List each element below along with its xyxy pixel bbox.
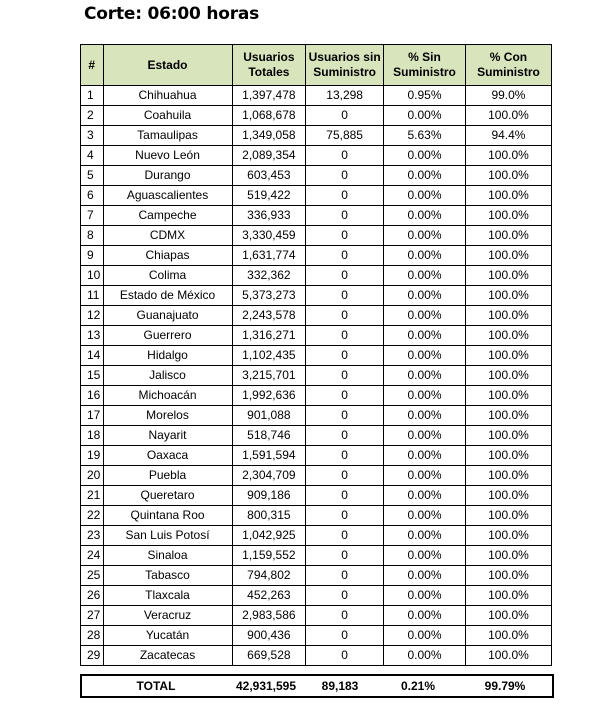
usuarios-totales-cell: 1,316,271 [232,326,306,346]
pct-sin-cell: 0.00% [384,506,466,526]
table-row [81,546,552,566]
usuarios-sin-cell: 0 [306,146,384,166]
usuarios-totales-cell: 2,983,586 [232,606,306,626]
pct-con-cell: 100.0% [465,186,551,206]
estado-cell: Puebla [103,466,232,486]
estado-cell: Sinaloa [103,546,232,566]
row-number: 15 [81,366,104,386]
usuarios-sin-cell: 0 [306,386,384,406]
usuarios-sin-cell: 0 [306,546,384,566]
usuarios-totales-cell: 1,102,435 [232,346,306,366]
estado-cell: Veracruz [103,606,232,626]
row-number: 13 [81,326,104,346]
row-number: 23 [81,526,104,546]
usuarios-totales-cell: 2,304,709 [232,466,306,486]
usuarios-sin-cell: 0 [306,246,384,266]
row-number: 5 [81,166,104,186]
table-row [81,86,552,106]
row-number: 21 [81,486,104,506]
pct-sin-cell: 0.00% [384,386,466,406]
usuarios-sin-cell: 0 [306,486,384,506]
usuarios-totales-cell: 2,089,354 [232,146,306,166]
pct-con-cell: 100.0% [465,406,551,426]
table-row [81,606,552,626]
table-row [81,326,552,346]
pct-con-cell: 100.0% [465,366,551,386]
usuarios-sin-cell: 0 [306,226,384,246]
usuarios-totales-cell: 2,243,578 [232,306,306,326]
row-number: 25 [81,566,104,586]
usuarios-sin-cell: 0 [306,406,384,426]
table-row [81,126,552,146]
row-number: 17 [81,406,104,426]
row-number: 27 [81,606,104,626]
usuarios-sin-cell: 0 [306,206,384,226]
usuarios-totales-cell: 5,373,273 [232,286,306,306]
usuarios-totales-cell: 1,349,058 [232,126,306,146]
row-number: 28 [81,626,104,646]
usuarios-totales-cell: 1,068,678 [232,106,306,126]
usuarios-totales-cell: 900,436 [232,626,306,646]
estado-cell: Oaxaca [103,446,232,466]
usuarios-sin-cell: 0 [306,466,384,486]
pct-sin-cell: 0.00% [384,406,466,426]
usuarios-sin-cell: 0 [306,106,384,126]
row-number: 22 [81,506,104,526]
pct-con-cell: 100.0% [465,346,551,366]
row-number: 19 [81,446,104,466]
estado-cell: Jalisco [103,366,232,386]
usuarios-totales-cell: 1,992,636 [232,386,306,406]
pct-con-cell: 100.0% [465,506,551,526]
row-number: 12 [81,306,104,326]
table-row [81,266,552,286]
header-usuarios-totales: Usuarios Totales [232,45,306,86]
pct-sin-cell: 0.00% [384,346,466,366]
pct-sin-cell: 0.00% [384,586,466,606]
usuarios-sin-cell: 0 [306,526,384,546]
pct-con-cell: 100.0% [465,286,551,306]
row-number: 26 [81,586,104,606]
table-row [81,226,552,246]
table-row [81,146,552,166]
pct-sin-cell: 0.00% [384,206,466,226]
pct-con-cell: 100.0% [465,146,551,166]
usuarios-totales-cell: 800,315 [232,506,306,526]
pct-con-cell: 100.0% [465,526,551,546]
estado-cell: Yucatán [103,626,232,646]
table-row [81,166,552,186]
row-number: 11 [81,286,104,306]
pct-con-cell: 100.0% [465,626,551,646]
pct-sin-cell: 5.63% [384,126,466,146]
usuarios-sin-cell: 0 [306,626,384,646]
pct-sin-cell: 0.00% [384,486,466,506]
header-pct-sin-suministro: % Sin Suministro [384,45,466,86]
total-usuarios-totales: 42,931,595 [235,679,297,693]
estado-cell: Colima [103,266,232,286]
table-row [81,566,552,586]
usuarios-sin-cell: 0 [306,646,384,666]
row-number: 8 [81,226,104,246]
estado-cell: Nuevo León [103,146,232,166]
table-row [81,646,552,666]
supply-table [80,44,552,666]
pct-sin-cell: 0.00% [384,446,466,466]
estado-cell: Coahuila [103,106,232,126]
pct-con-cell: 100.0% [465,166,551,186]
row-number: 10 [81,266,104,286]
table-row [81,586,552,606]
pct-con-cell: 100.0% [465,386,551,406]
usuarios-totales-cell: 519,422 [232,186,306,206]
usuarios-totales-cell: 336,933 [232,206,306,226]
pct-sin-cell: 0.00% [384,286,466,306]
estado-cell: Quintana Roo [103,506,232,526]
header-row [81,45,552,86]
pct-con-cell: 100.0% [465,326,551,346]
total-table [82,676,552,696]
estado-cell: Guanajuato [103,306,232,326]
table-row [81,106,552,126]
table-row [81,506,552,526]
usuarios-sin-cell: 0 [306,586,384,606]
estado-cell: CDMX [103,226,232,246]
table-row [81,366,552,386]
table-row [81,246,552,266]
pct-con-cell: 100.0% [465,466,551,486]
pct-con-cell: 100.0% [465,606,551,626]
table-row [81,346,552,366]
estado-cell: Tabasco [103,566,232,586]
table-row [81,446,552,466]
estado-cell: Zacatecas [103,646,232,666]
usuarios-totales-cell: 1,591,594 [232,446,306,466]
pct-con-cell: 100.0% [465,646,551,666]
pct-sin-cell: 0.00% [384,546,466,566]
pct-con-cell: 100.0% [465,246,551,266]
table-row [81,426,552,446]
total-pct-sin: 0.21% [400,679,436,693]
row-number: 3 [81,126,104,146]
header-usuarios-sin-suministro: Usuarios sin Suministro [306,45,384,86]
row-number: 4 [81,146,104,166]
pct-sin-cell: 0.95% [384,86,466,106]
estado-cell: San Luis Potosí [103,526,232,546]
usuarios-sin-cell: 0 [306,426,384,446]
pct-sin-cell: 0.00% [384,166,466,186]
pct-con-cell: 100.0% [465,306,551,326]
table-row [81,626,552,646]
estado-cell: Durango [103,166,232,186]
pct-sin-cell: 0.00% [384,106,466,126]
row-number: 29 [81,646,104,666]
usuarios-sin-cell: 0 [306,266,384,286]
pct-con-cell: 99.0% [465,86,551,106]
row-number: 16 [81,386,104,406]
usuarios-totales-cell: 1,042,925 [232,526,306,546]
usuarios-totales-cell: 909,186 [232,486,306,506]
pct-con-cell: 100.0% [465,206,551,226]
usuarios-sin-cell: 0 [306,606,384,626]
total-pct-con: 99.79% [484,679,526,693]
estado-cell: Chiapas [103,246,232,266]
pct-sin-cell: 0.00% [384,626,466,646]
usuarios-sin-cell: 0 [306,566,384,586]
header-number: # [81,45,104,86]
usuarios-totales-cell: 332,362 [232,266,306,286]
estado-cell: Michoacán [103,386,232,406]
usuarios-sin-cell: 75,885 [306,126,384,146]
pct-sin-cell: 0.00% [384,306,466,326]
pct-sin-cell: 0.00% [384,526,466,546]
row-number: 9 [81,246,104,266]
pct-sin-cell: 0.00% [384,466,466,486]
usuarios-totales-cell: 452,263 [232,586,306,606]
header-pct-con-suministro: % Con Suministro [465,45,551,86]
estado-cell: Campeche [103,206,232,226]
total-sin-suministro: 89,183 [321,679,359,693]
row-number: 14 [81,346,104,366]
table-row [81,286,552,306]
pct-sin-cell: 0.00% [384,566,466,586]
pct-sin-cell: 0.00% [384,646,466,666]
estado-cell: Nayarit [103,426,232,446]
estado-cell: Tlaxcala [103,586,232,606]
table-row [81,386,552,406]
pct-con-cell: 100.0% [465,106,551,126]
row-number: 20 [81,466,104,486]
usuarios-totales-cell: 794,802 [232,566,306,586]
row-number: 24 [81,546,104,566]
total-row [82,676,552,696]
pct-con-cell: 100.0% [465,446,551,466]
usuarios-sin-cell: 0 [306,366,384,386]
pct-con-cell: 100.0% [465,586,551,606]
pct-con-cell: 100.0% [465,266,551,286]
header-estado: Estado [103,45,232,86]
table-row [81,306,552,326]
estado-cell: Tamaulipas [103,126,232,146]
estado-cell: Estado de México [103,286,232,306]
row-number: 1 [81,86,104,106]
usuarios-sin-cell: 0 [306,326,384,346]
usuarios-totales-cell: 1,159,552 [232,546,306,566]
total-label: TOTAL [136,679,176,693]
row-number: 18 [81,426,104,446]
usuarios-sin-cell: 0 [306,506,384,526]
pct-con-cell: 100.0% [465,226,551,246]
pct-con-cell: 94.4% [465,126,551,146]
usuarios-sin-cell: 0 [306,306,384,326]
usuarios-totales-cell: 3,215,701 [232,366,306,386]
table-row [81,406,552,426]
usuarios-sin-cell: 0 [306,166,384,186]
estado-cell: Queretaro [103,486,232,506]
usuarios-sin-cell: 0 [306,346,384,366]
row-number: 7 [81,206,104,226]
usuarios-totales-cell: 1,631,774 [232,246,306,266]
pct-sin-cell: 0.00% [384,326,466,346]
pct-sin-cell: 0.00% [384,186,466,206]
usuarios-sin-cell: 0 [306,286,384,306]
pct-con-cell: 100.0% [465,566,551,586]
usuarios-totales-cell: 1,397,478 [232,86,306,106]
pct-sin-cell: 0.00% [384,226,466,246]
pct-sin-cell: 0.00% [384,426,466,446]
usuarios-sin-cell: 0 [306,186,384,206]
usuarios-totales-cell: 603,453 [232,166,306,186]
table-row [81,486,552,506]
total-row-box [80,674,554,698]
pct-sin-cell: 0.00% [384,266,466,286]
estado-cell: Chihuahua [103,86,232,106]
usuarios-totales-cell: 518,746 [232,426,306,446]
usuarios-totales-cell: 901,088 [232,406,306,426]
pct-sin-cell: 0.00% [384,246,466,266]
estado-cell: Morelos [103,406,232,426]
table-row [81,206,552,226]
pct-con-cell: 100.0% [465,486,551,506]
pct-sin-cell: 0.00% [384,606,466,626]
usuarios-totales-cell: 669,528 [232,646,306,666]
table-row [81,466,552,486]
estado-cell: Aguascalientes [103,186,232,206]
usuarios-sin-cell: 13,298 [306,86,384,106]
table-body [81,86,552,666]
page-title: Corte: 06:00 horas [84,4,260,24]
estado-cell: Hidalgo [103,346,232,366]
estado-cell: Guerrero [103,326,232,346]
usuarios-sin-cell: 0 [306,446,384,466]
table-row [81,186,552,206]
pct-con-cell: 100.0% [465,426,551,446]
row-number: 6 [81,186,104,206]
table-row [81,526,552,546]
row-number: 2 [81,106,104,126]
usuarios-totales-cell: 3,330,459 [232,226,306,246]
pct-sin-cell: 0.00% [384,366,466,386]
pct-sin-cell: 0.00% [384,146,466,166]
pct-con-cell: 100.0% [465,546,551,566]
